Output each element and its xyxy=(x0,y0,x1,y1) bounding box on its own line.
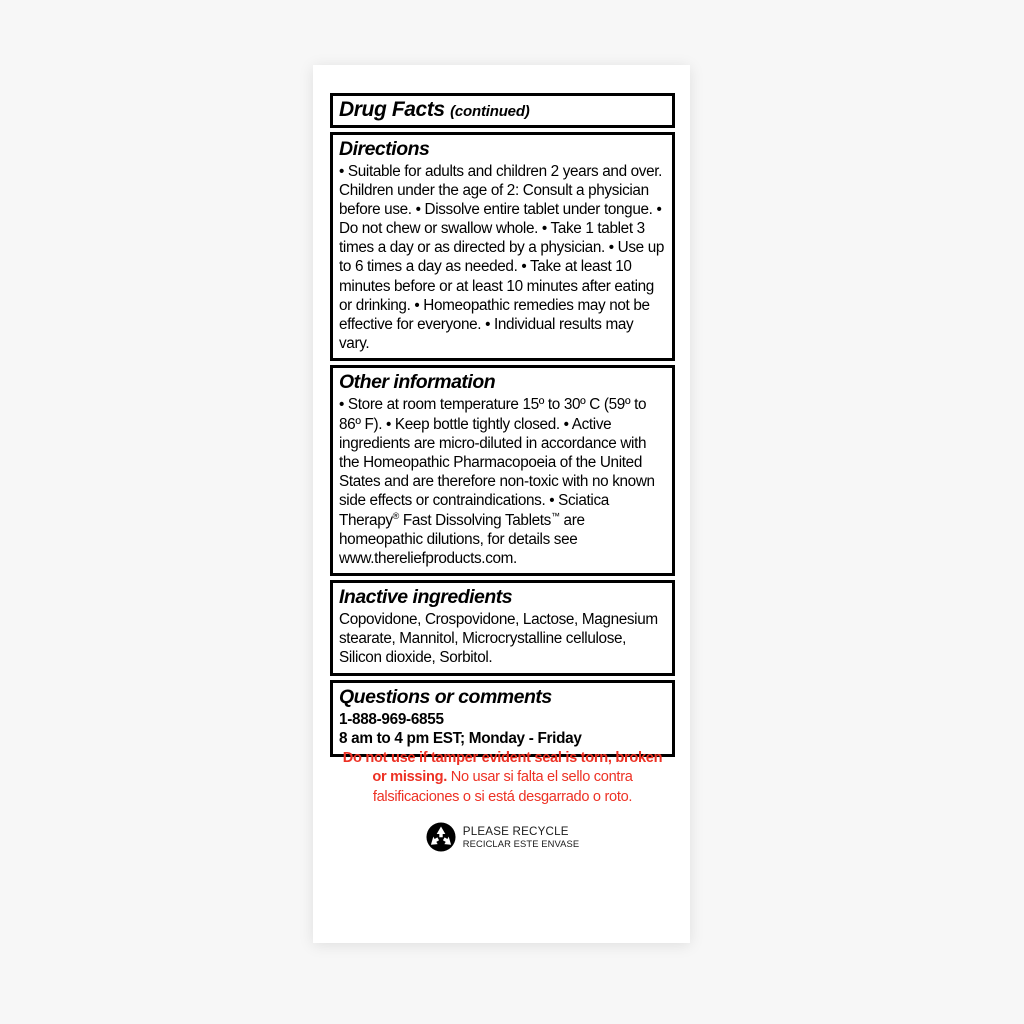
recycle-icon xyxy=(426,822,456,852)
other-information-body-part2: Fast Dissolving Tablets xyxy=(398,511,551,529)
drug-facts-panel-stack xyxy=(330,93,675,761)
tamper-warning-english: Do not use if tamper evident seal is torn, broken or missing. xyxy=(342,750,663,786)
questions-phone-number: 1-888-969-6855 xyxy=(339,710,444,728)
please-recycle-badge xyxy=(335,822,670,852)
section-inactive-ingredients xyxy=(330,580,675,676)
other-information-body xyxy=(339,395,666,568)
drug-facts-title-continued: (continued) xyxy=(450,103,530,120)
section-questions-or-comments xyxy=(330,680,675,757)
other-information-body-part3: are homeopathic dilutions, for details see www.thereliefproducts.com. xyxy=(339,511,585,567)
directions-body: • Suitable for adults and children 2 years and over. Children under the age of 2: Consult a physician before use. • Dissolve entire tablet under tongue. • Do not chew or swallow whole. • Take 1 tablet 3 times a day or as directed by a physician. • Use up to 6 times a day as needed. • Take at least 10 minutes before or at least 10 minutes after eating or drinking. • Homeopathic remedies may not be effective for everyone. • Individual results may vary. xyxy=(339,162,665,353)
drug-facts-title-box xyxy=(330,93,675,128)
other-information-body-part1: • Store at room temperature 15º to 30º C (59º to 86º F). • Keep bottle tightly closed. • Active ingredients are micro-diluted in accordance with the Homeopathic Pharmacopoeia of the United States and are therefore non-toxic with no known side effects or contraindications. • Sciatica Therapy xyxy=(339,396,655,529)
recycle-label-spanish: RECICLAR ESTE ENVASE xyxy=(462,838,580,850)
tamper-warning-spanish: No usar si falta el sello contra falsificaciones o si está desgarrado o roto. xyxy=(372,769,633,805)
directions-heading: Directions xyxy=(339,137,430,160)
questions-hours: 8 am to 4 pm EST; Monday - Friday xyxy=(339,730,582,748)
questions-or-comments-heading: Questions or comments xyxy=(339,685,552,708)
trademark-symbol: ™ xyxy=(550,510,560,521)
other-information-heading: Other information xyxy=(339,371,496,394)
inactive-ingredients-heading: Inactive ingredients xyxy=(339,586,513,609)
inactive-ingredients-body: Copovidone, Crospovidone, Lactose, Magnesium stearate, Mannitol, Microcrystalline cellulose, Silicon dioxide, Sorbitol. xyxy=(339,611,658,667)
drug-facts-label-card xyxy=(313,65,690,943)
drug-facts-title xyxy=(339,98,666,122)
drug-facts-title-text: Drug Facts xyxy=(339,98,445,121)
section-directions xyxy=(330,132,675,362)
recycle-text-block xyxy=(463,825,579,850)
section-other-information xyxy=(330,365,675,576)
recycle-label-english: PLEASE RECYCLE xyxy=(462,824,569,838)
registered-trademark-symbol: ® xyxy=(392,510,399,521)
tamper-evident-warning xyxy=(335,749,670,807)
